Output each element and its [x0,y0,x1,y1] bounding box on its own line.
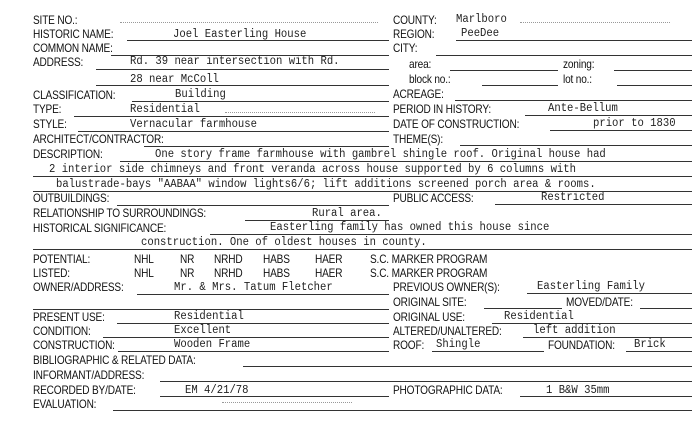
classification-line [132,101,389,102]
address-line1-value: Rd. 39 near intersection with Rd. [130,55,340,68]
owner-address-label: OWNER/ADDRESS: [33,280,124,294]
city-label: CITY: [393,41,418,55]
condition-value: Excellent [174,324,232,337]
dotted-guide [225,112,375,113]
potential-marker: S.C. MARKER PROGRAM [370,252,488,266]
region-value: PeeDee [461,27,500,40]
listed-nr: NR [180,266,195,280]
address-line2-value: 28 near McColl [130,73,219,86]
condition-label: CONDITION: [33,324,91,338]
construction-line [118,351,389,352]
historic-name-line [127,40,389,41]
description-label: DESCRIPTION: [33,147,103,161]
style-label: STYLE: [33,117,67,131]
foundation-value: Brick [634,338,666,351]
description-line1 [120,161,692,162]
county-value: Marlboro [456,13,507,26]
potential-nrhd: NRHD [214,252,243,266]
type-line [74,116,389,117]
area-line [450,70,558,71]
dotted-guide [222,402,352,403]
date-construction-line [550,130,692,131]
historic-name-label: HISTORIC NAME: [33,27,114,41]
photographic-value: 1 B&W 35mm [546,384,610,397]
moved-date-label: MOVED/DATE: [566,295,633,309]
zoning-label: zoning: [563,57,595,71]
type-value: Residential [130,103,200,116]
moved-date-line [640,308,692,309]
potential-nr: NR [180,252,195,266]
acreage-label: ACREAGE: [393,87,444,101]
previous-owner-label: PREVIOUS OWNER(S): [393,280,500,294]
original-use-value: Residential [504,310,574,323]
previous-owner-value: Easterling Family [537,280,645,293]
historic-name-value: Joel Easterling House [173,28,307,41]
original-use-line [492,323,692,324]
site-no-label: SITE NO.: [33,13,78,27]
original-site-line [484,308,562,309]
area-label: area: [409,57,432,71]
evaluation-label: EVALUATION: [33,397,97,411]
photographic-label: PHOTOGRAPHIC DATA: [393,383,503,397]
classification-value: Building [175,88,226,101]
address-line1 [96,69,389,70]
recorded-by-line [160,396,389,397]
lot-no-line [617,85,692,86]
description-line2-value: 2 interior side chimneys and front veranda across house supported by 6 columns with [49,163,576,176]
description-line2 [33,176,692,177]
lot-no-label: lot no.: [563,72,592,86]
description-line3-value: balustrade-bays "AABAA" window lights6/6; lift additions screened porch area & rooms. [56,178,596,191]
present-use-line [117,323,389,324]
bibliographic-line [243,366,692,367]
themes-line [460,145,692,146]
public-access-value: Restricted [541,191,605,204]
county-label: COUNTY: [393,13,437,27]
relationship-value: Rural area. [312,207,382,220]
public-access-label: PUBLIC ACCESS: [393,191,474,205]
period-label: PERIOD IN HISTORY: [393,102,491,116]
description-line3 [33,191,692,192]
significance-line1-value: Easterling family has owned this house since [270,221,550,234]
acreage-line [455,100,692,101]
potential-haer: HAER [315,252,343,266]
date-construction-value: prior to 1830 [593,117,676,130]
listed-habs: HABS [263,266,290,280]
address-line2 [96,85,389,86]
present-use-value: Residential [174,310,244,323]
listed-label: LISTED: [33,266,70,280]
dotted-guide [120,22,378,23]
zoning-line [614,70,692,71]
altered-line [523,337,692,338]
block-no-line [482,85,558,86]
relationship-label: RELATIONSHIP TO SURROUNDINGS: [33,206,207,220]
themes-label: THEME(S): [393,132,444,146]
architect-label: ARCHITECT/CONTRACTOR: [33,132,164,146]
address-label: ADDRESS: [33,55,84,69]
owner-value: Mr. & Mrs. Tatum Fletcher [174,281,333,294]
potential-habs: HABS [263,252,290,266]
listed-nhl: NHL [134,266,154,280]
significance-line2-value: construction. One of oldest houses in county. [141,236,427,249]
evaluation-line [113,410,692,411]
style-value: Vernacular farmhouse [130,118,257,131]
common-name-label: COMMON NAME: [33,41,113,55]
informant-label: INFORMANT/ADDRESS: [33,368,145,382]
listed-nrhd: NRHD [214,266,243,280]
region-label: REGION: [393,27,435,41]
present-use-label: PRESENT USE: [33,310,105,324]
listed-haer: HAER [315,266,343,280]
recorded-by-value: EM 4/21/78 [185,384,249,397]
classification-label: CLASSIFICATION: [33,88,116,102]
previous-owner-line [527,293,692,294]
altered-label: ALTERED/UNALTERED: [393,324,502,338]
public-access-line [495,204,692,205]
roof-value: Shingle [436,338,481,351]
date-construction-label: DATE OF CONSTRUCTION: [393,117,520,131]
informant-line [160,381,692,382]
architect-line [144,146,389,147]
outbuildings-line [117,205,389,206]
period-line [525,115,692,116]
relationship-line [245,220,389,221]
listed-marker: S.C. MARKER PROGRAM [370,266,488,280]
condition-line [103,337,389,338]
foundation-line [626,351,692,352]
significance-line1 [210,234,692,235]
owner-line2 [33,309,389,310]
owner-line [137,294,389,295]
recorded-by-label: RECORDED BY/DATE: [33,383,136,397]
type-label: TYPE: [33,102,62,116]
bibliographic-label: BIBLIOGRAPHIC & RELATED DATA: [33,353,196,367]
significance-line2 [33,249,692,250]
potential-nhl: NHL [134,252,154,266]
description-line1-value: One story frame farmhouse with gambrel shingle roof. Original house had [155,148,606,161]
roof-label: ROOF: [393,338,425,352]
potential-label: POTENTIAL: [33,252,91,266]
original-use-label: ORIGINAL USE: [393,310,465,324]
outbuildings-label: OUTBUILDINGS: [33,191,110,205]
region-line [456,40,692,41]
historical-significance-label: HISTORICAL SIGNIFICANCE: [33,221,167,235]
block-no-label: block no.: [409,72,451,86]
style-line [78,131,389,132]
roof-line [432,351,544,352]
city-line [436,55,692,56]
foundation-label: FOUNDATION: [548,338,615,352]
period-value: Ante-Bellum [548,102,618,115]
construction-value: Wooden Frame [174,338,251,351]
construction-label: CONSTRUCTION: [33,338,115,352]
original-site-label: ORIGINAL SITE: [393,295,467,309]
altered-value: left addition [533,324,616,337]
common-name-line [111,55,389,56]
photographic-line [520,396,692,397]
dotted-guide [520,22,670,23]
